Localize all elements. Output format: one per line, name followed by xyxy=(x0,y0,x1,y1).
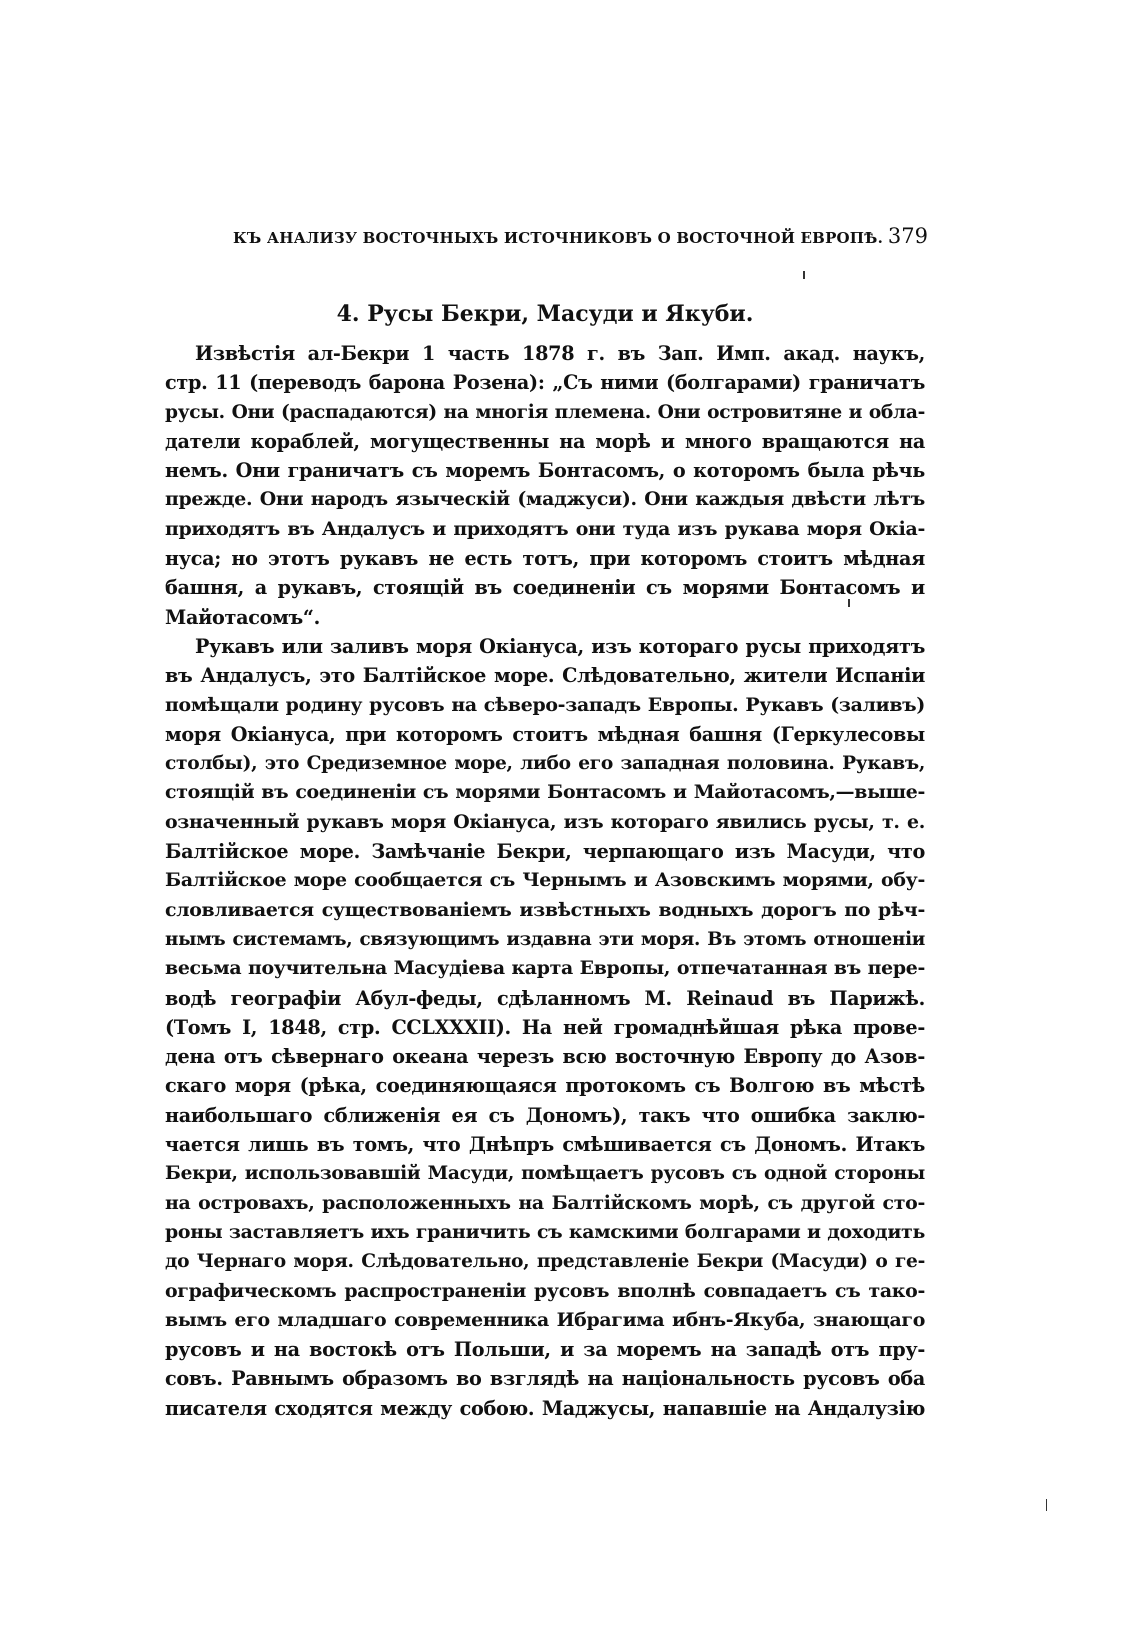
text-line: Извѣстія ал-Бекри 1 часть 1878 г. въ Зап. Имп. акад. наукъ, xyxy=(195,342,925,365)
page-number: 379 xyxy=(887,224,928,248)
text-line: моря Окіануса, при которомъ стоитъ мѣдная башня (Геркулесовы xyxy=(165,722,925,746)
text-line: прежде. Они народъ языческій (маджуси). Они каждыя двѣсти лѣтъ xyxy=(165,488,925,511)
running-head xyxy=(233,224,928,254)
text-line: дена отъ сѣвернаго океана черезъ всю восточную Европу до Азов- xyxy=(165,1045,925,1069)
scan-speck xyxy=(803,271,805,279)
text-line: на островахъ, расположенныхъ на Балтійскомъ морѣ, съ другой сто- xyxy=(165,1191,925,1214)
text-line: нуса; но этотъ рукавъ не есть тотъ, при которомъ стоитъ мѣдная xyxy=(165,547,925,571)
text-line: словливается существованіемъ извѣстныхъ водныхъ дорогъ по рѣч- xyxy=(165,898,925,921)
text-line: наибольшаго сближенія ея съ Дономъ), такъ что ошибка заклю- xyxy=(165,1103,925,1127)
text-line: Рукавъ или заливъ моря Окіануса, изъ котораго русы приходятъ xyxy=(195,634,925,658)
text-line: весьма поучительна Масудіева карта Европы, отпечатанная въ пере- xyxy=(165,957,925,980)
text-line: русовъ и на востокѣ отъ Польши, и за моремъ на западѣ отъ пру- xyxy=(165,1338,925,1362)
text-line: стоящій въ соединеніи съ морями Бонтасомъ и Майотасомъ,—выше- xyxy=(165,781,925,804)
text-line: стр. 11 (переводъ барона Розена): „Съ ними (болгарами) граничатъ xyxy=(165,371,925,395)
text-line: писателя сходятся между собою. Маджусы, напавшіе на Андалузію xyxy=(165,1396,925,1420)
body-text xyxy=(165,339,925,1423)
text-line: Балтійское море сообщается съ Чернымъ и Азовскимъ морями, обу- xyxy=(165,869,925,892)
scan-speck xyxy=(1046,1499,1047,1511)
text-line: вымъ его младшаго современника Ибрагима ибнъ-Якуба, знающаго xyxy=(165,1308,925,1331)
text-line: Майотасомъ“. xyxy=(165,605,321,629)
text-line: скаго моря (рѣка, соединяющаяся протокомъ съ Волгою въ мѣстѣ xyxy=(165,1074,925,1098)
scan-speck xyxy=(848,599,850,607)
text-line: совъ. Равнымъ образомъ во взглядѣ на національность русовъ оба xyxy=(165,1367,925,1391)
text-line: русы. Они (распадаются) на многія племена. Они островитяне и обла- xyxy=(165,401,925,423)
text-line: датели кораблей, могущественны на морѣ и много вращаются на xyxy=(165,429,925,453)
text-line: башня, а рукавъ, стоящій въ соединеніи съ морями Бонтасомъ и xyxy=(165,576,925,600)
text-line: помѣщали родину русовъ на сѣверо-западъ Европы. Рукавъ (заливъ) xyxy=(165,693,925,716)
section-title: 4. Русы Бекри, Масуди и Якуби. xyxy=(336,301,754,327)
text-line: нымъ системамъ, связующимъ издавна эти моря. Въ этомъ отношеніи xyxy=(165,928,925,950)
text-line: въ Андалусъ, это Балтійское море. Слѣдовательно, жители Испаніи xyxy=(165,664,925,688)
text-line: ографическомъ распространеніи русовъ вполнѣ совпадаетъ съ тако- xyxy=(165,1279,925,1302)
text-line: водѣ географіи Абул-феды, сдѣланномъ M. Reinaud въ Парижѣ. xyxy=(165,986,925,1010)
text-line: Бекри, использовавшій Масуди, помѣщаетъ русовъ съ одной стороны xyxy=(165,1163,925,1185)
text-line: (Томъ I, 1848, стр. CCLXXXII). На ней громаднѣйшая рѣка прове- xyxy=(165,1015,925,1039)
text-line: Балтійское море. Замѣчаніе Бекри, черпающаго изъ Масуди, что xyxy=(165,840,925,864)
text-line: роны заставляетъ ихъ граничить съ камскими болгарами и доходить xyxy=(165,1220,925,1243)
text-line: немъ. Они граничатъ съ моремъ Бонтасомъ, о которомъ была рѣчь xyxy=(165,459,925,483)
text-line: столбы), это Средиземное море, либо его западная половина. Рукавъ, xyxy=(165,753,925,775)
text-line: означенный рукавъ моря Окіануса, изъ котораго явились русы, т. е. xyxy=(165,810,925,833)
text-line: чается лишь въ томъ, что Днѣпръ смѣшивается съ Дономъ. Итакъ xyxy=(165,1133,925,1157)
text-line: до Чернаго моря. Слѣдовательно, представленіе Бекри (Масуди) о ге- xyxy=(165,1251,925,1273)
running-title: КЪ АНАЛИЗУ ВОСТОЧНЫХЪ ИСТОЧНИКОВЪ О ВОСТОЧНОЙ ЕВРОПѢ. xyxy=(233,229,884,247)
text-line: приходятъ въ Андалусъ и приходятъ они туда изъ рукава моря Окіа- xyxy=(165,517,925,540)
